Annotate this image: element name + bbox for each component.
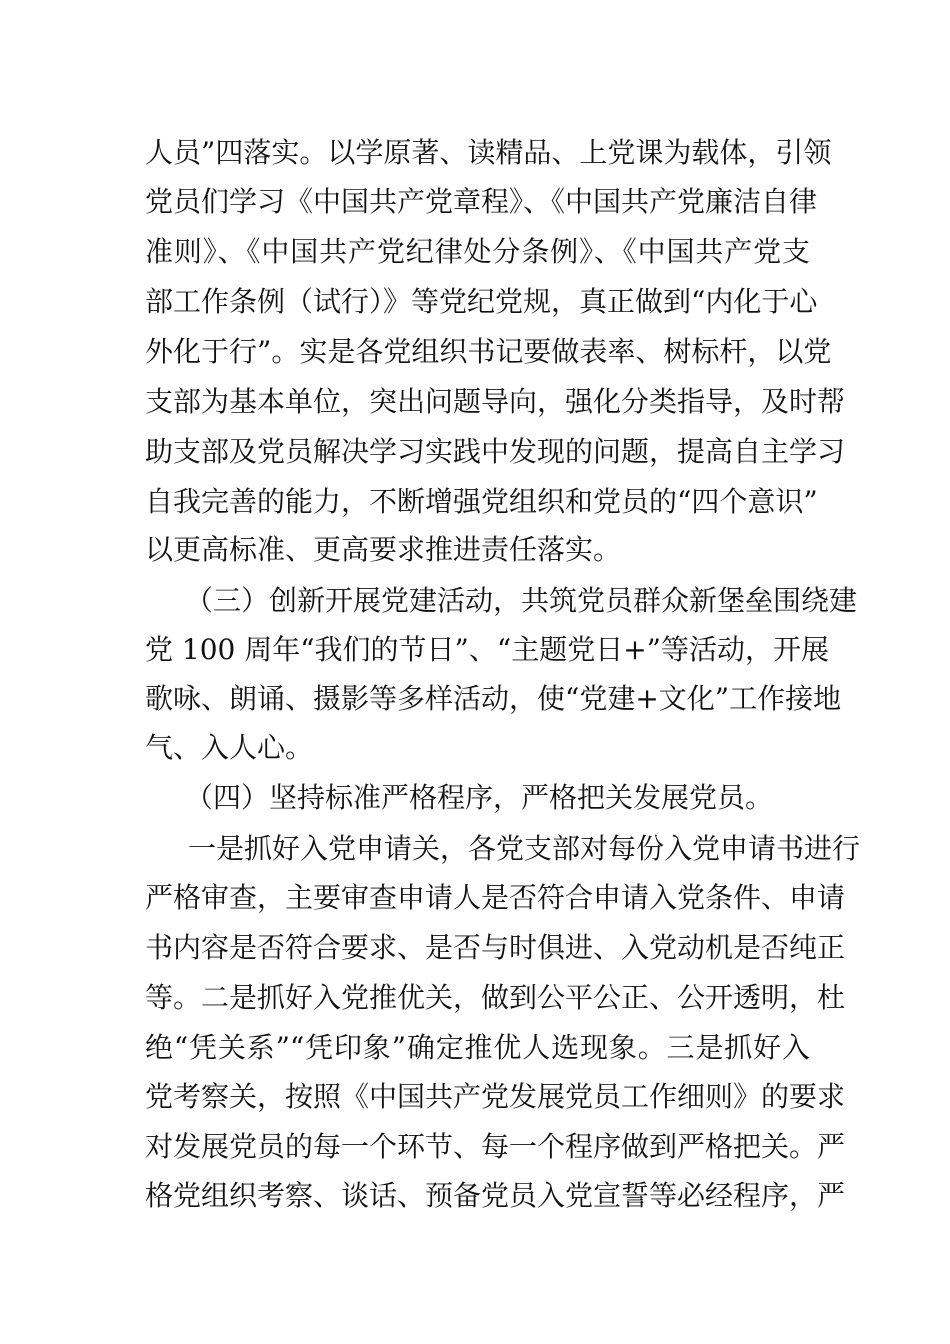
text-line-8: 自我完善的能力，不断增强党组织和党员的“四个意识” <box>145 485 818 518</box>
text-line-18: 等。二是抓好入党推优关，做到公平公正、公开透明，杜 <box>145 981 846 1014</box>
text-line-15: 一是抓好入党申请关，各党支部对每份入党申请书进行 <box>188 832 861 865</box>
text-line-17: 书内容是否符合要求、是否与时俱进、入党动机是否纯正 <box>145 931 846 964</box>
text-line-12: 歌咏、朗诵、摄影等多样活动，使“党建+文化”工作接地 <box>145 682 842 715</box>
text-line-3: 准则》、《中国共产党纪律处分条例》、《中国共产党支 <box>145 235 810 268</box>
text-line-13: 气、入人心。 <box>145 731 314 764</box>
text-line-16: 严格审查，主要审查申请人是否符合申请入党条件、申请 <box>145 881 846 914</box>
text-line-2: 党员们学习《中国共产党章程》、《中国共产党廉洁自律 <box>145 185 818 218</box>
text-line-5: 外化于行”。实是各党组织书记要做表率、树标杆，以党 <box>145 335 832 368</box>
text-line-1: 人员”四落实。以学原著、读精品、上党课为载体，引领 <box>145 136 832 169</box>
section-heading-3: （三）创新开展党建活动，共筑党员群众新堡垒围绕建 <box>185 584 858 617</box>
section-heading-4: （四）坚持标准严格程序，严格把关发展党员。 <box>185 781 774 814</box>
text-line-7: 助支部及党员解决学习实践中发现的问题，提高自主学习 <box>145 435 846 468</box>
text-line-19: 绝“凭关系”“凭印象”确定推优人选现象。三是抓好入 <box>145 1031 810 1064</box>
text-line-21: 对发展党员的每一个环节、每一个程序做到严格把关。严 <box>145 1130 846 1163</box>
text-line-9: 以更高标准、更高要求推进责任落实。 <box>145 533 622 566</box>
text-line-11: 党 100 周年“我们的节日”、“主题党日+”等活动，开展 <box>145 633 829 666</box>
text-line-4: 部工作条例（试行）》等党纪党规，真正做到“内化于心 <box>145 285 818 318</box>
text-line-6: 支部为基本单位，突出问题导向，强化分类指导，及时帮 <box>145 385 846 418</box>
text-line-22: 格党组织考察、谈话、预备党员入党宣誓等必经程序，严 <box>145 1179 846 1212</box>
text-line-20: 党考察关，按照《中国共产党发展党员工作细则》的要求 <box>145 1080 846 1113</box>
